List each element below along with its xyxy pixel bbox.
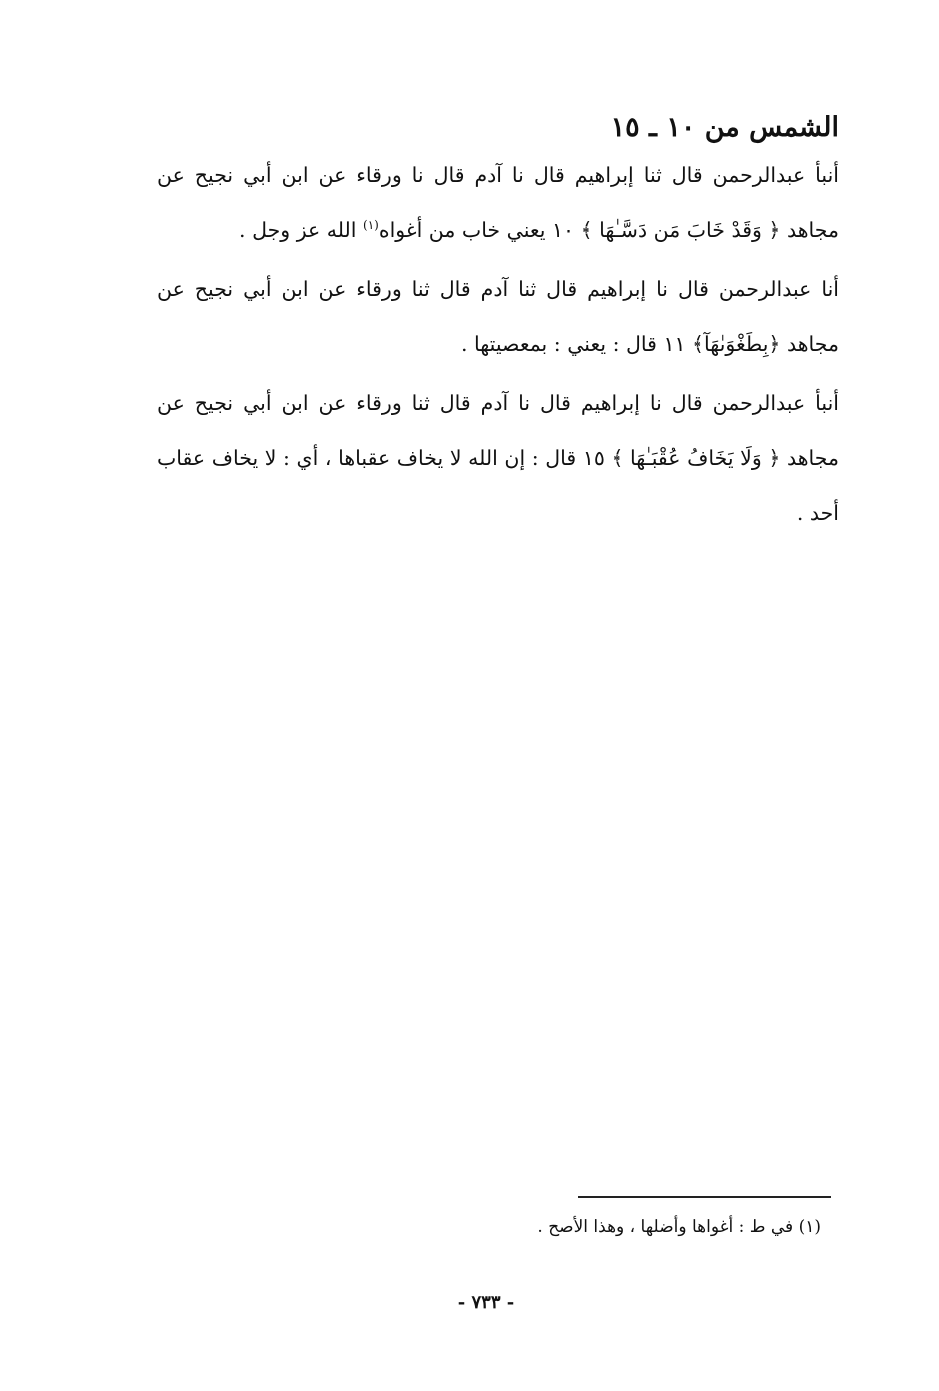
- page-number: - ٧٣٣ -: [457, 1292, 515, 1313]
- paragraph-2: أنا عبدالرحمن قال نا إبراهيم قال ثنا آدم قال ثنا ورقاء عن ابن أبي نجيح عن مجاهد ﴿بِطَغْوَىٰهَآ﴾ ١١ قال : يعني : بمعصيتها .: [157, 277, 839, 356]
- paragraph-1-ending: الله عز وجل .: [239, 218, 363, 242]
- paragraph-1: [157, 148, 839, 258]
- footnote-separator: [578, 1196, 831, 1198]
- section-heading: الشمس من ١٠ ـ ١٥: [610, 112, 839, 143]
- footnote-reference[interactable]: (١): [363, 218, 379, 233]
- footnote: (١) في ط : أغواها وأضلها ، وهذا الأصح .: [537, 1217, 821, 1237]
- paragraph-1-text: أنبأ عبدالرحمن قال ثنا إبراهيم قال نا آدم قال نا ورقاء عن ابن أبي نجيح عن مجاهد ﴿ وَقَدْ خَابَ مَن دَسَّـٰهَا ﴾ ١٠ يعني خاب من أغواه: [157, 163, 839, 242]
- paragraph-3: أنبأ عبدالرحمن قال نا إبراهيم قال نا آدم قال ثنا ورقاء عن ابن أبي نجيح عن مجاهد ﴿ وَلَا يَخَافُ عُقْبَـٰهَا ﴾ ١٥ قال : إن الله لا يخاف عقباها ، أي : لا يخاف عقاب أحد .: [157, 391, 839, 525]
